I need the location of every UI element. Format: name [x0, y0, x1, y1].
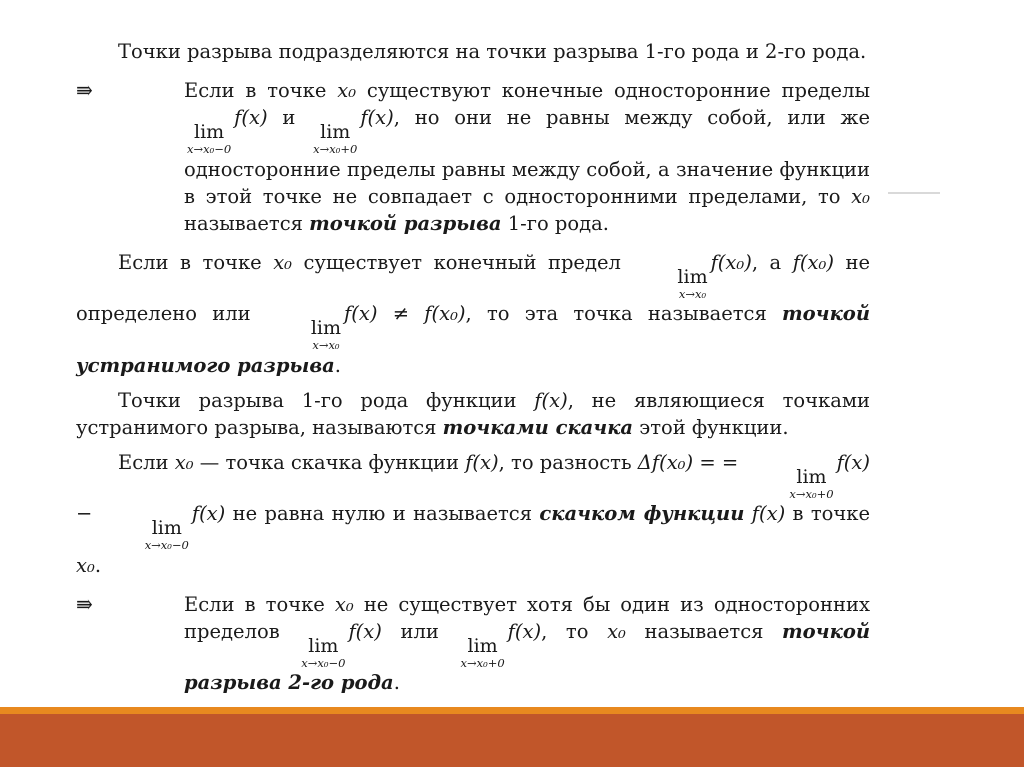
math-fx: f(x) [751, 502, 786, 526]
text: называется [184, 211, 310, 235]
text: не существует хотя бы один из односторонних пределов [184, 592, 870, 643]
limit-right [313, 123, 357, 156]
lim-word: lim [320, 121, 351, 144]
math-fx: f(x) [534, 388, 568, 412]
limit-left [187, 123, 231, 156]
decorative-line [888, 192, 940, 194]
text: Если в точке [184, 592, 335, 616]
term-second-kind: точкой разрыва 2-го рода [184, 619, 871, 695]
math-x0: x₀ [334, 592, 354, 616]
math-x0: x₀ [607, 619, 626, 643]
math-x0: x₀ [76, 553, 95, 577]
definition-first-kind [76, 77, 870, 237]
lim-subscript: x→x₀ [312, 338, 340, 353]
text: , то эта точка называется [465, 302, 783, 326]
text: или [381, 619, 458, 643]
text [744, 502, 751, 525]
math-fx: f(x) [465, 450, 499, 474]
lim-word: lim [677, 265, 708, 288]
math-fx: f(x) [191, 502, 226, 526]
footer-bar [0, 714, 1024, 767]
lim-subscript: x→x₀−0 [301, 655, 346, 670]
text: . [393, 671, 400, 695]
paragraph-jump-points [76, 387, 870, 441]
math-x0: x₀ [174, 450, 194, 474]
limit-left [103, 519, 189, 552]
lim-subscript: x→x₀+0 [460, 655, 505, 670]
lim-word: lim [308, 634, 339, 657]
math-delta: Δf(x₀) [637, 450, 694, 474]
math-inequality: f(x) ≠ f(x₀) [344, 302, 466, 326]
lim-subscript: x→x₀ [678, 286, 707, 301]
text: называется [625, 619, 783, 643]
math-x0: x₀ [337, 79, 357, 102]
text: существует конечный предел [292, 250, 633, 274]
text: существуют конечные односторонние пределы [356, 79, 871, 102]
limit-right [747, 465, 834, 501]
math-x0: x₀ [851, 184, 870, 208]
term-removable: точкой устранимого разрыва [76, 302, 870, 377]
text: не равна нулю и называется [225, 502, 540, 526]
text: в точке [785, 502, 871, 526]
lim-subscript: x→x₀+0 [313, 142, 358, 157]
text: и [267, 106, 311, 129]
lim-subscript: x→x₀+0 [789, 486, 834, 501]
lim-word: lim [467, 634, 498, 657]
text: не определено или [76, 250, 870, 326]
text: , то [541, 619, 608, 643]
paragraph-text: Точки разрыва подразделяются на точки разрыва 1-го рода и 2-го рода. [118, 40, 867, 63]
text: Если в точке [184, 79, 338, 102]
text: , но они не равны между собой, или же односторонние пределы равны между собой, а значение функции в этой точке не совпадает с односторонними пределами, то [184, 106, 870, 208]
lim-subscript: x→x₀−0 [144, 538, 189, 553]
paragraph-removable [76, 249, 870, 379]
term-first-kind: точкой разрыва [309, 211, 502, 235]
text: — точка скачка функции [193, 450, 466, 474]
lim-word: lim [151, 517, 182, 540]
definition-text [184, 591, 870, 697]
limit-left [301, 634, 346, 670]
limit [635, 265, 708, 301]
text: Точки разрыва 1-го рода функции [118, 388, 535, 412]
text: , а [751, 250, 793, 274]
math-fx0: f(x₀) [710, 250, 752, 274]
text: . [94, 553, 102, 577]
text: = = [693, 450, 745, 474]
definition-second-kind [76, 591, 870, 697]
text-content [76, 38, 870, 708]
math-fx: f(x) [360, 106, 394, 129]
term-jump-points: точками скачка [442, 415, 634, 439]
text: Если в точке [118, 250, 274, 274]
implies-arrow-icon: ⇛ [76, 78, 93, 102]
text: . [334, 353, 341, 377]
lim-word: lim [796, 465, 827, 488]
paragraph-jump-size [76, 449, 870, 579]
footer-stripe [0, 707, 1024, 714]
math-fx0: f(x₀) [792, 250, 834, 274]
definition-text [184, 77, 870, 237]
math-fx: f(x) [234, 106, 268, 129]
text: 1-го рода. [501, 211, 609, 235]
text: , не являющиеся точками устранимого разрыва, называются [76, 388, 870, 439]
text: , то разность [498, 450, 638, 474]
lim-subscript: x→x₀−0 [187, 142, 232, 157]
math-fx: f(x) [836, 450, 871, 474]
math-x0: x₀ [273, 250, 293, 274]
math-fx: f(x) [348, 619, 382, 643]
lim-word: lim [310, 317, 342, 340]
term-jump: скачком функции [539, 502, 745, 526]
implies-arrow-icon: ⇛ [76, 591, 93, 616]
limit [269, 319, 341, 352]
text: − [76, 502, 100, 526]
math-fx: f(x) [507, 619, 542, 643]
limit-right [460, 634, 505, 670]
text: этой функции. [633, 415, 789, 439]
lim-word: lim [194, 121, 225, 144]
paragraph-classification [76, 38, 870, 65]
text: Если [118, 450, 175, 474]
